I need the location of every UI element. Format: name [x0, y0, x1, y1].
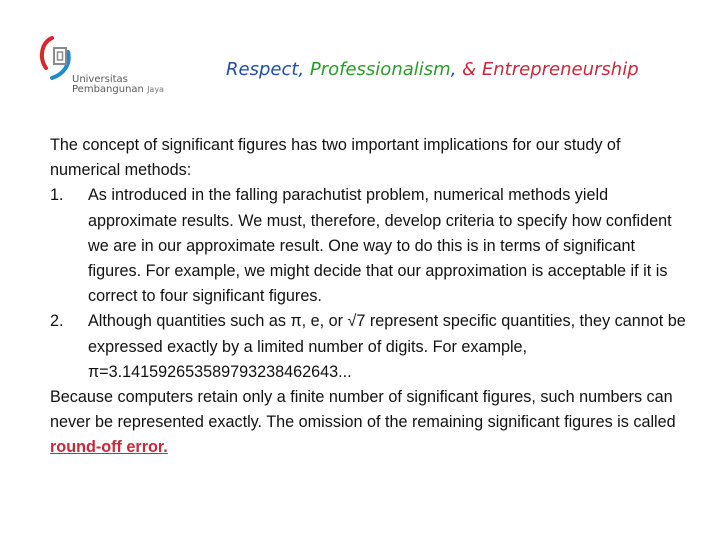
page-tagline [226, 59, 639, 80]
list-item [50, 309, 690, 385]
logo-wordmark [72, 75, 164, 95]
list-item [50, 183, 690, 309]
list-item-number: 1. [50, 186, 64, 205]
intro-paragraph: The concept of significant figures has two important implications for our study of numerical methods: [50, 136, 621, 180]
tagline-separator-2: , [450, 59, 463, 80]
conclusion-paragraph [50, 385, 690, 461]
tagline-separator-1: , [298, 59, 310, 80]
list-item-number: 2. [50, 312, 64, 331]
tagline-respect: Respect [226, 59, 299, 80]
university-logo [38, 34, 178, 104]
list-item-text: Although quantities such as π, e, or √7 represent specific quantities, they cannot be expressed exactly by a limited number of digits. For example, π=3.141592653589793238462643... [88, 312, 686, 381]
conclusion-text: Because computers retain only a finite number of significant figures, such numbers can never be represented exactly. The omission of the remaining significant figures is called [50, 388, 676, 432]
logo-line-universitas: Universitas [72, 74, 128, 85]
slide-body [50, 133, 690, 461]
tagline-entrepreneurship: & Entrepreneurship [462, 59, 639, 80]
logo-line-pembangunan: Pembangunan [72, 84, 144, 95]
list-item-text: As introduced in the falling parachutist problem, numerical methods yield approximate results. We must, therefore, develop criteria to specify how confident we are in our approximate result. One way to do this is in terms of significant figures. For example, we might decide that our approximation is acceptable if it is correct to four significant figures. [88, 186, 672, 306]
logo-line-jaya: Jaya [147, 85, 164, 94]
tagline-professionalism: Professionalism [309, 59, 451, 80]
round-off-error-term: round-off error. [50, 438, 168, 457]
